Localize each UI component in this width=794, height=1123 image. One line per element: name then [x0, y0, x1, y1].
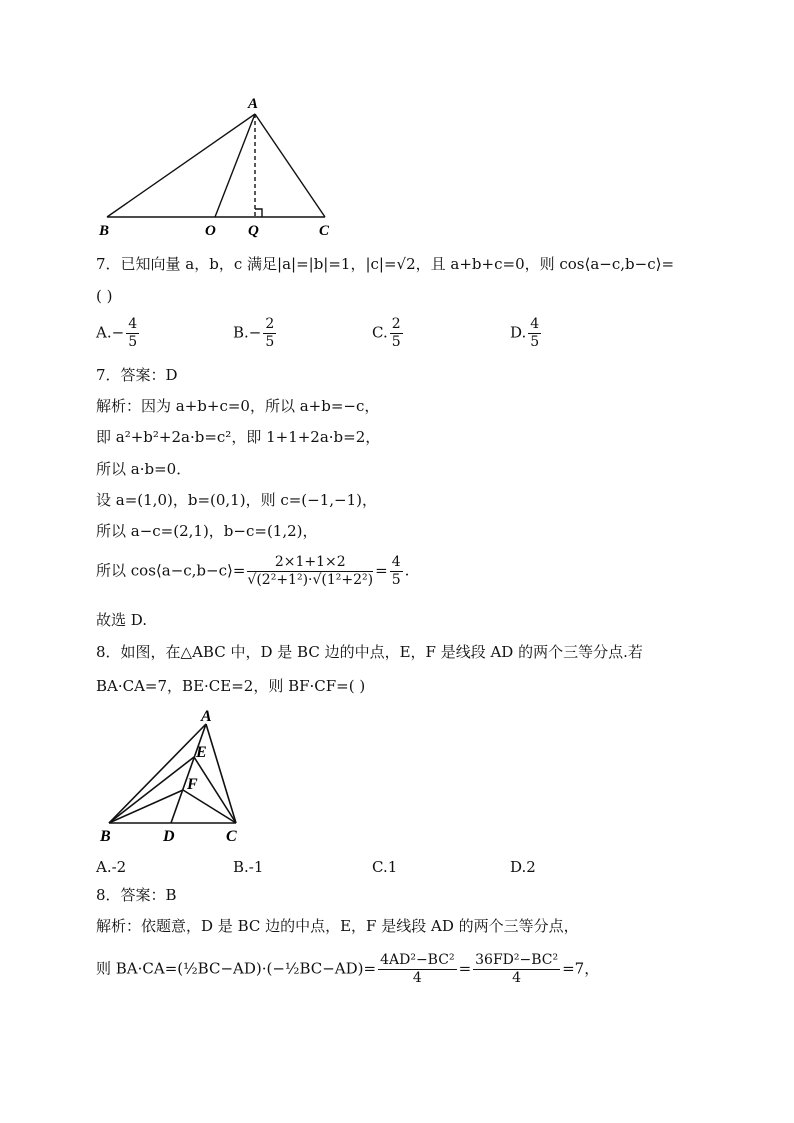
q8-answer: 8．答案：B — [96, 886, 177, 904]
q7-conclusion: 故选 D. — [96, 611, 148, 629]
label-A: A — [201, 708, 212, 725]
q7-final-equation: 所以 cos⟨a−c,b−c⟩= $\frac{2\times 1+1\times 2}{\text{√(2²+1²)·√(1²+2²)}}$ = $\frac{4}{5}$ . — [96, 554, 410, 588]
label-D: D — [163, 828, 175, 845]
q8-option-a: A.-2 — [96, 858, 127, 876]
q7-analysis-line-4: 设 a=(1,0)，b=(0,1)，则 c=(−1,−1)， — [96, 491, 378, 509]
q7-paren: ( ) — [96, 287, 113, 305]
label-C: C — [319, 223, 330, 239]
q7-analysis-line-5: 所以 a−c=(2,1)，b−c=(1,2)， — [96, 522, 318, 540]
q7-option-a: A.− $\frac{4}{5}$ — [96, 316, 138, 350]
q7-analysis-line-2: 即 a²+b²+2a·b=c²，即 1+1+2a·b=2， — [96, 428, 381, 446]
q7-analysis-line-3: 所以 a·b=0． — [96, 460, 192, 478]
label-B: B — [100, 828, 111, 845]
q7-option-d: D. $\frac{4}{5}$ — [510, 316, 540, 350]
q7-option-b: B.− $\frac{2}{5}$ — [233, 316, 275, 350]
q8-stem: 8．如图，在△ABC 中，D 是 BC 边的中点，E，F 是线段 AD 的两个三等分点.若 — [96, 643, 643, 661]
label-E: E — [196, 744, 207, 761]
label-F: F — [187, 776, 198, 793]
label-A: A — [248, 96, 259, 112]
q7-answer: 7．答案：D — [96, 366, 178, 384]
q8-option-b: B.-1 — [233, 858, 264, 876]
q8-condition: BA·CA=7，BE·CE=2，则 BF·CF=( ) — [96, 677, 366, 695]
q8-option-d: D.2 — [510, 858, 536, 876]
label-C: C — [226, 828, 237, 845]
figure-triangle-aboqc — [95, 90, 345, 240]
label-B: B — [99, 223, 110, 239]
label-Q: Q — [248, 223, 259, 239]
q8-final-equation: 则 BA·CA=(½BC−AD)·(−½BC−AD)= $\frac{\text{4AD²−BC²}}{4}$ = $\frac{\text{36FD²−BC²}}{4}$ =7， — [96, 952, 600, 986]
label-O: O — [205, 223, 216, 239]
q7-analysis-line-1: 解析：因为 a+b+c=0，所以 a+b=−c， — [96, 397, 380, 415]
q7-option-c: C. $\frac{2}{5}$ — [372, 316, 401, 350]
figure-triangle-abc-def — [95, 702, 255, 847]
q8-option-c: C.1 — [372, 858, 398, 876]
q7-stem: 7．已知向量 a，b，c 满足|a|=|b|=1，|c|=√2，且 a+b+c=0，则 cos⟨a−c,b−c⟩= — [96, 255, 675, 273]
q8-analysis: 解析：依题意，D 是 BC 边的中点，E，F 是线段 AD 的两个三等分点， — [96, 917, 579, 935]
